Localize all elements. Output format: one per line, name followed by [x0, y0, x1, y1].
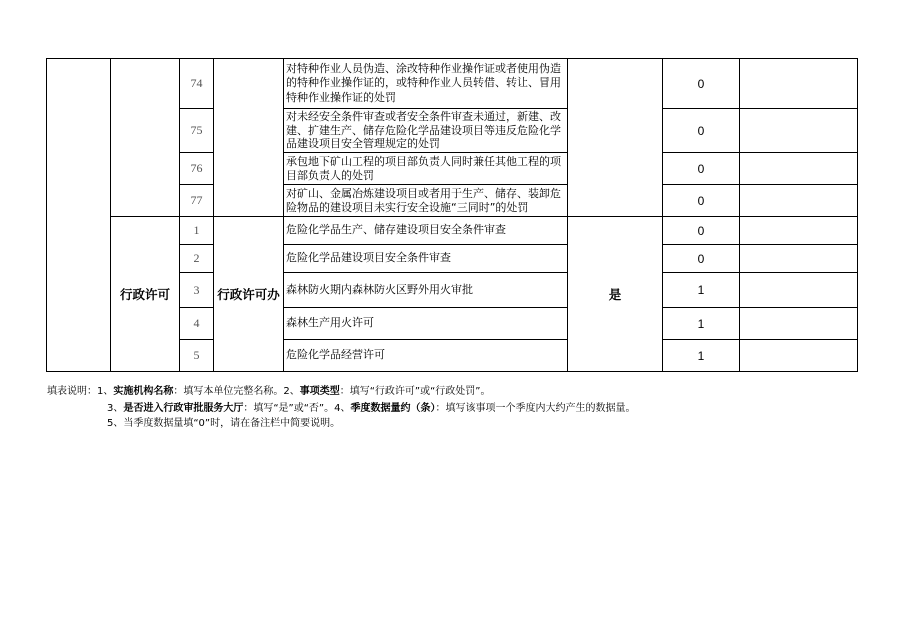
row-num: 75	[179, 108, 214, 153]
quarter-count: 1	[662, 307, 740, 340]
remark-cell	[739, 244, 858, 273]
fill-instructions-line-2: 3、是否进入行政审批服务大厅：填写“是”或“否”。4、季度数据量约（条）：填写该事项一个季度内大约产生的数据量。	[107, 403, 636, 414]
quarter-count: 0	[662, 216, 740, 245]
remark-cell	[739, 307, 858, 340]
item-type-cell: 行政许可	[110, 216, 180, 372]
item-name: 危险化学品经营许可	[283, 339, 568, 372]
col-c-top	[213, 58, 284, 217]
col-e-top	[567, 58, 663, 217]
item-name: 对特种作业人员伪造、涂改特种作业操作证或者使用伪造的特种作业操作证的，或特种作业人员转借、转让、冒用特种作业操作证的处罚	[283, 58, 568, 109]
quarter-count: 1	[662, 272, 740, 308]
item-name: 森林防火期内森林防火区野外用火审批	[283, 272, 568, 308]
item-name: 对未经安全条件审查或者安全条件审查未通过，新建、改建、扩建生产、储存危险化学品建设项目等违反危险化学品建设项目安全管理规定的处罚	[283, 108, 568, 153]
quarter-count: 1	[662, 339, 740, 372]
item-name: 承包地下矿山工程的项目部负责人同时兼任其他工程的项目部负责人的处罚	[283, 152, 568, 185]
fill-instructions-line-3: 5、当季度数据量填“0”时，请在备注栏中简要说明。	[107, 418, 341, 429]
quarter-count: 0	[662, 184, 740, 217]
row-num: 74	[179, 58, 214, 109]
item-name: 危险化学品生产、储存建设项目安全条件审查	[283, 216, 568, 245]
remark-cell	[739, 152, 858, 185]
quarter-count: 0	[662, 244, 740, 273]
hall-cell: 是	[567, 216, 663, 372]
row-num: 1	[179, 216, 214, 245]
row-num: 4	[179, 307, 214, 340]
quarter-count: 0	[662, 108, 740, 153]
fill-instructions-line-1: 填表说明：1、实施机构名称：填写本单位完整名称。2、事项类型：填写“行政许可”或“行政处罚”。	[47, 386, 491, 397]
row-num: 3	[179, 272, 214, 308]
col-b-top	[110, 58, 180, 217]
row-num: 76	[179, 152, 214, 185]
item-name: 森林生产用火许可	[283, 307, 568, 340]
col-a-merged	[46, 58, 111, 372]
row-num: 5	[179, 339, 214, 372]
row-num: 2	[179, 244, 214, 273]
remark-cell	[739, 108, 858, 153]
quarter-count: 0	[662, 152, 740, 185]
remark-cell	[739, 58, 858, 109]
remark-cell	[739, 339, 858, 372]
row-num: 77	[179, 184, 214, 217]
item-name: 危险化学品建设项目安全条件审查	[283, 244, 568, 273]
quarter-count: 0	[662, 58, 740, 109]
remark-cell	[739, 184, 858, 217]
org-name-cell: 行政许可办	[213, 216, 284, 372]
remark-cell	[739, 216, 858, 245]
remark-cell	[739, 272, 858, 308]
item-name: 对矿山、金属冶炼建设项目或者用于生产、储存、装卸危险物品的建设项目未实行安全设施“三同时”的处罚	[283, 184, 568, 217]
